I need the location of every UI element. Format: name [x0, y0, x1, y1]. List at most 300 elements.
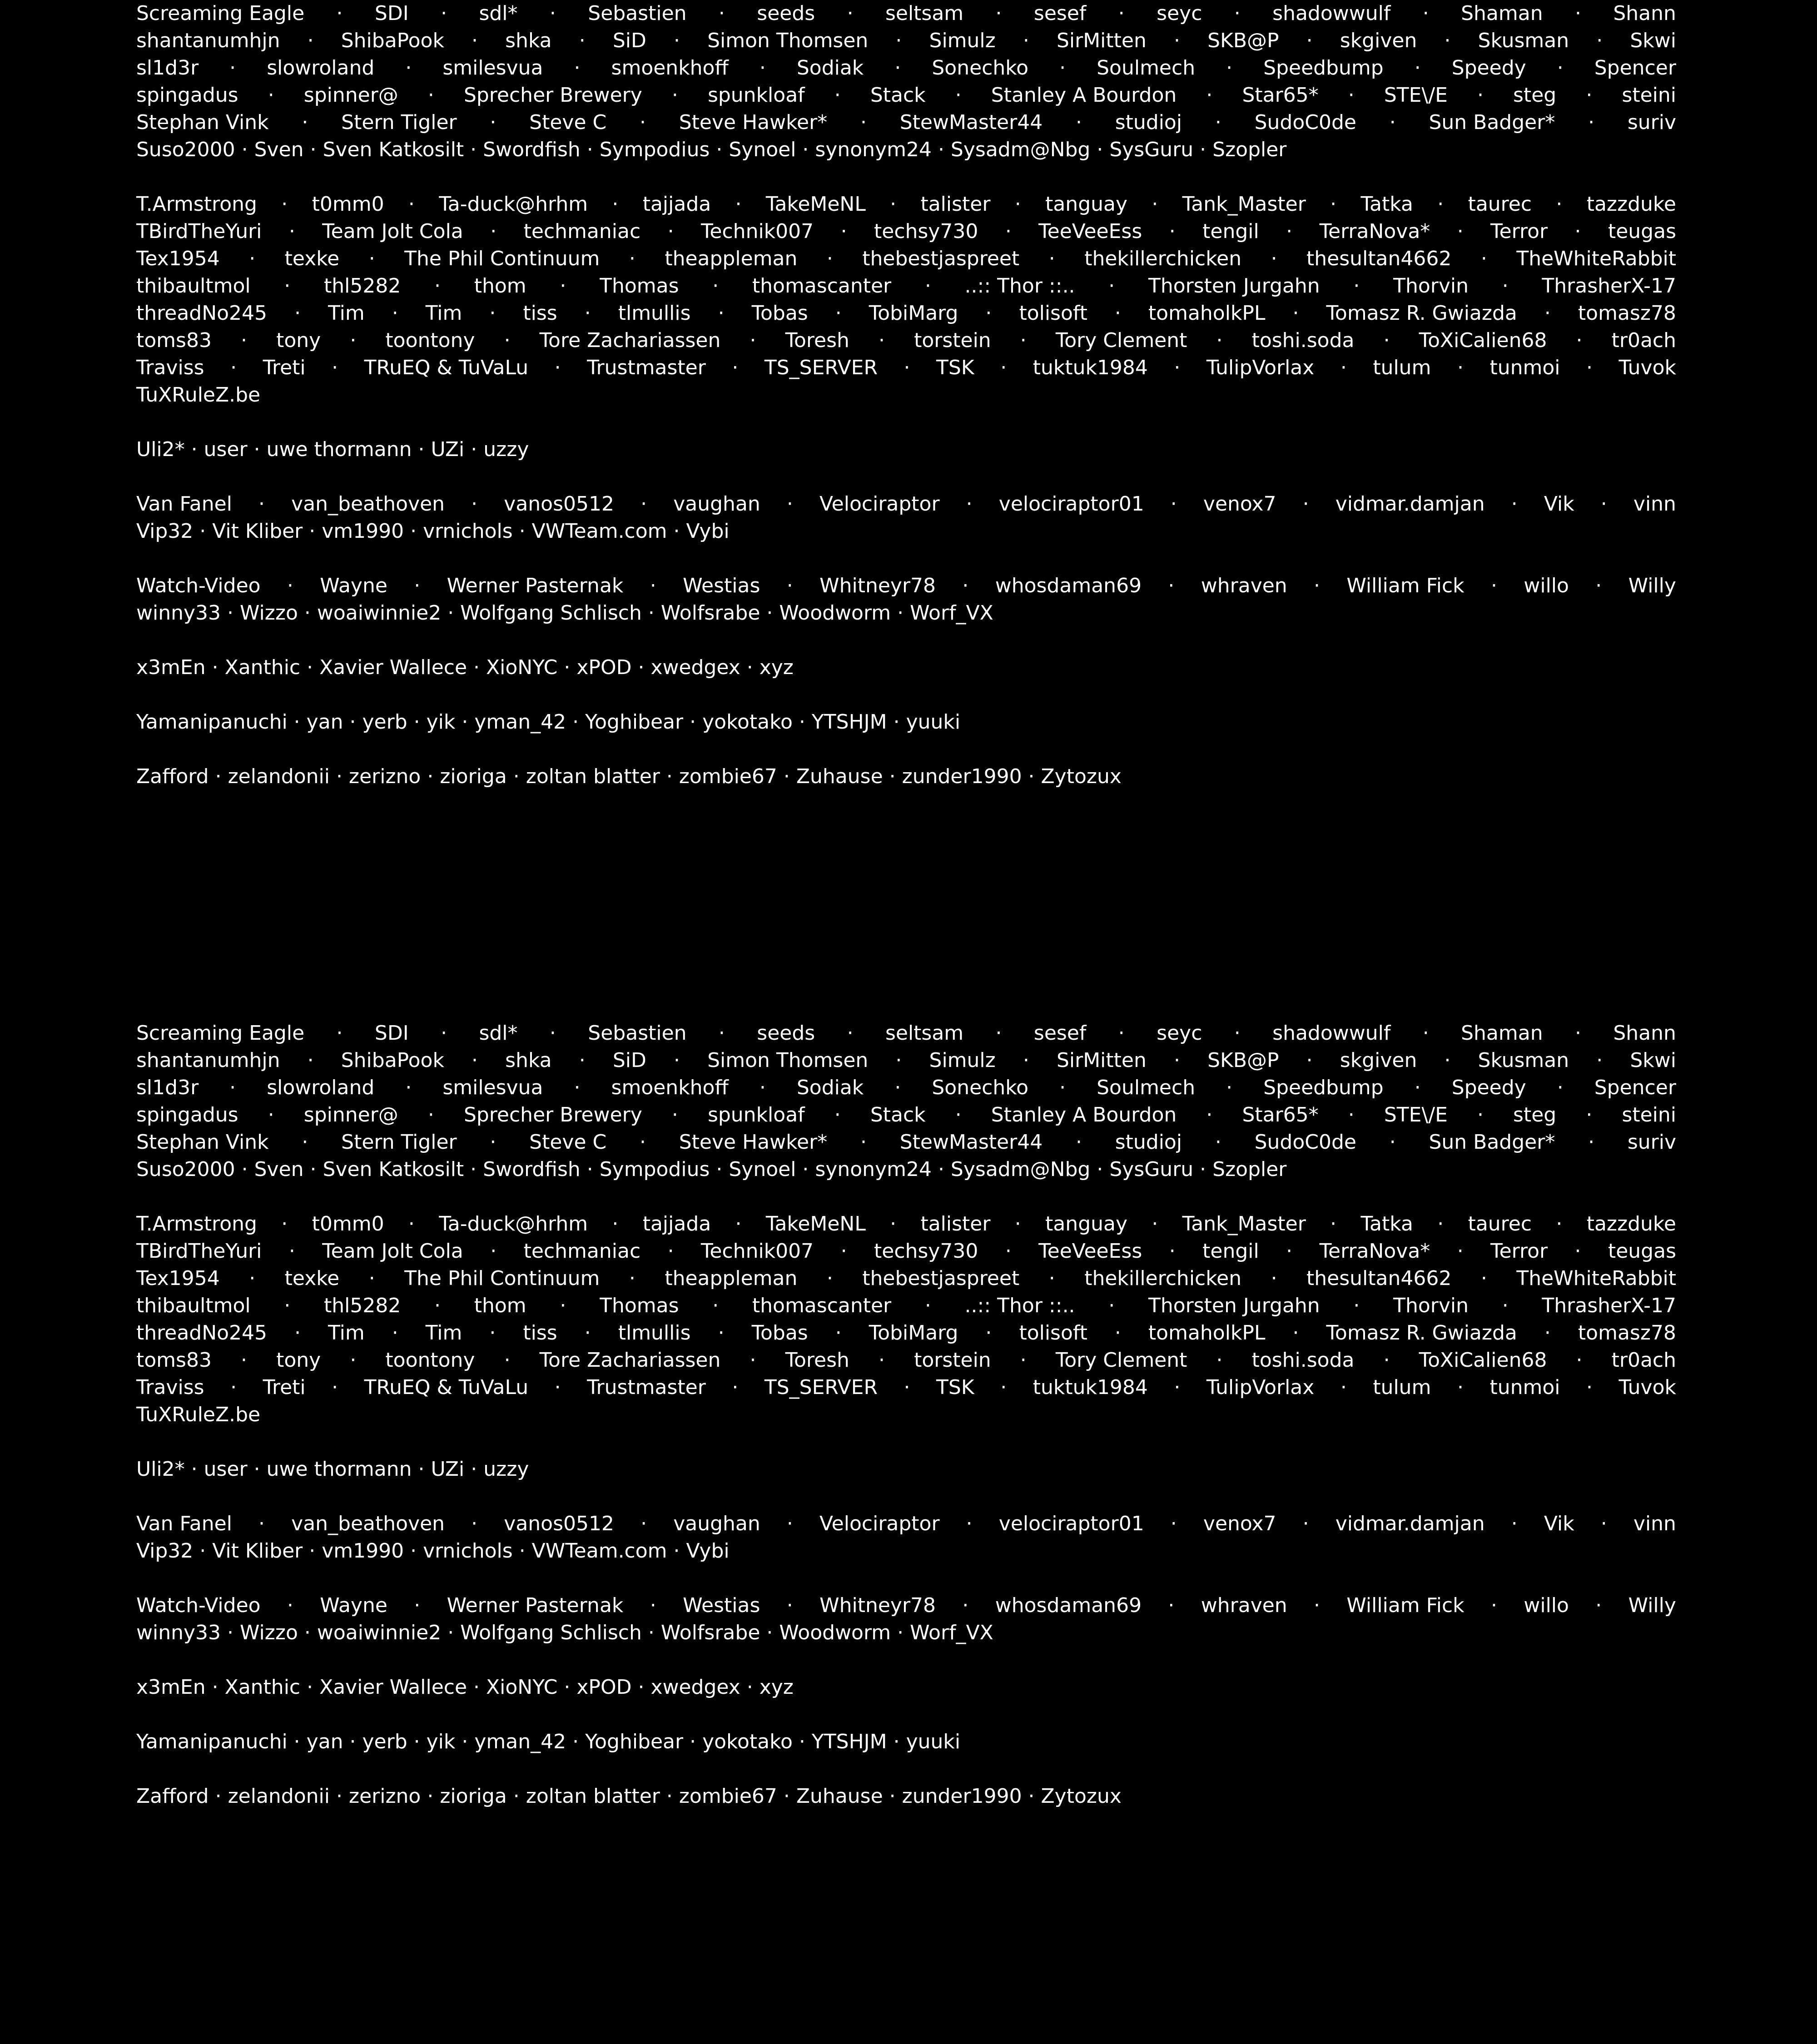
credits-name: vinn: [1633, 1512, 1676, 1535]
credits-name: TheWhiteRabbit: [1516, 247, 1676, 270]
credits-line: threadNo245 · Tim · Tim · tiss · tlmullis · Tobas · TobiMarg · tolisoft · tomaholkPL · Tomasz R. Gwiazda · tomasz78: [136, 300, 1676, 327]
credits-name: Stephan Vink: [136, 1131, 269, 1154]
credits-name: Wayne: [320, 574, 387, 597]
credits-name: Sympodius: [599, 138, 710, 161]
credits-name: TobiMarg: [869, 1321, 958, 1344]
credits-line: Yamanipanuchi · yan · yerb · yik · yman_42 · Yoghibear · yokotako · YTSHJM · yuuki: [136, 1728, 1676, 1756]
credits-line: thibaultmol · thl5282 · thom · Thomas · thomascanter · ..:: Thor ::.. · Thorsten Jurgahn · Thorvin · ThrasherX-17: [136, 273, 1676, 300]
credits-name: toshi.soda: [1251, 329, 1355, 352]
credits-name: x3mEn: [136, 656, 206, 679]
credits-paragraph-v: [136, 491, 1676, 545]
credits-name: thekillerchicken: [1084, 247, 1242, 270]
credits-name: seyc: [1157, 2, 1202, 25]
credits-name: willo: [1524, 1594, 1569, 1617]
credits-name: Terror: [1490, 220, 1548, 243]
credits-name: Tim: [328, 302, 365, 325]
credits-name: torstein: [914, 1349, 991, 1372]
credits-list: [136, 0, 1676, 790]
credits-name: Trustmaster: [587, 356, 706, 379]
credits-name: Zytozux: [1041, 765, 1122, 788]
credits-line: TBirdTheYuri · Team Jolt Cola · techmaniac · Technik007 · techsy730 · TeeVeeEss · tengil · TerraNova* · Terror · teugas: [136, 218, 1676, 245]
credits-name: Wolfgang Schlisch: [460, 601, 642, 625]
credits-name: Speedbump: [1263, 1076, 1384, 1099]
credits-name: Wolfsrabe: [660, 1621, 760, 1644]
credits-name: The Phil Continuum: [404, 1267, 600, 1290]
credits-name: woaiwinnie2: [317, 601, 442, 625]
credits-name: XioNYC: [486, 1676, 558, 1699]
credits-name: Skusman: [1478, 1049, 1569, 1072]
credits-name: tomasz78: [1578, 1321, 1676, 1344]
credits-name: suriv: [1627, 1131, 1676, 1154]
credits-name: Wolfsrabe: [660, 601, 760, 625]
credits-line: Screaming Eagle · SDI · sdl* · Sebastien · seeds · seltsam · sesef · seyc · shadowwulf · Shaman · Shann: [136, 0, 1676, 27]
credits-name: Synoel: [729, 138, 796, 161]
credits-name: Steve Hawker*: [679, 111, 828, 134]
credits-name: Screaming Eagle: [136, 1022, 305, 1045]
credits-name: TulipVorlax: [1206, 1376, 1315, 1399]
credits-name: t0mm0: [312, 1212, 384, 1235]
credits-name: taurec: [1468, 193, 1532, 216]
credits-name: SDI: [374, 1022, 409, 1045]
credits-name: Traviss: [136, 356, 204, 379]
credits-name: Wayne: [320, 1594, 387, 1617]
credits-line: [136, 1401, 1676, 1429]
credits-name: Xanthic: [224, 1676, 301, 1699]
credits-name: texke: [284, 1267, 340, 1290]
credits-name: zombie67: [679, 1785, 777, 1808]
credits-name: techmaniac: [523, 220, 641, 243]
credits-name: tuktuk1984: [1033, 356, 1148, 379]
credits-line: Suso2000 · Sven · Sven Katkosilt · Swordfish · Sympodius · Synoel · synonym24 · Sysadm@Nbg · SysGuru · Szopler: [136, 1156, 1676, 1183]
credits-name: vidmar.damjan: [1335, 492, 1485, 516]
credits-name: spunkloaf: [707, 1103, 805, 1126]
credits-name: venox7: [1203, 1512, 1276, 1535]
credits-name: TakeMeNL: [765, 193, 866, 216]
credits-name: studioj: [1115, 1131, 1182, 1154]
credits-name: smilesvua: [442, 56, 543, 79]
credits-name: Trustmaster: [587, 1376, 706, 1399]
credits-name: whosdaman69: [995, 574, 1142, 597]
credits-name: TBirdTheYuri: [136, 1240, 262, 1263]
credits-name: toms83: [136, 1349, 212, 1372]
credits-name: slowroland: [267, 1076, 375, 1099]
credits-name: Suso2000: [136, 138, 235, 161]
credits-name: SiD: [612, 1049, 646, 1072]
credits-name: seltsam: [885, 2, 964, 25]
credits-line: sl1d3r · slowroland · smilesvua · smoenkhoff · Sodiak · Sonechko · Soulmech · Speedbump · Speedy · Spencer: [136, 1074, 1676, 1101]
credits-name: tlmullis: [618, 302, 691, 325]
credits-name: Tim: [328, 1321, 365, 1344]
credits-line: x3mEn · Xanthic · Xavier Wallece · XioNYC · xPOD · xwedgex · xyz: [136, 1674, 1676, 1701]
credits-name: sl1d3r: [136, 56, 199, 79]
credits-name: zelandonii: [228, 1785, 330, 1808]
credits-name: Whitneyr78: [819, 574, 936, 597]
credits-name: theappleman: [665, 1267, 798, 1290]
credits-name: thebestjaspreet: [862, 247, 1020, 270]
credits-name: techmaniac: [523, 1240, 641, 1263]
credits-name: Vit Kliber: [212, 520, 303, 543]
credits-name: Sodiak: [796, 1076, 864, 1099]
credits-name: TerraNova*: [1319, 1240, 1430, 1263]
credits-name: shadowwulf: [1272, 2, 1391, 25]
credits-name: whraven: [1201, 1594, 1287, 1617]
credits-name: SKB@P: [1207, 29, 1279, 52]
credits-name: steg: [1513, 84, 1557, 107]
credits-name: Stephan Vink: [136, 111, 269, 134]
credits-name: Simulz: [929, 29, 996, 52]
credits-name: TuXRuleZ.be: [136, 1403, 261, 1426]
credits-name: TS_SERVER: [764, 356, 878, 379]
credits-paragraph-w: [136, 572, 1676, 627]
credits-line: Van Fanel · van_beathoven · vanos0512 · vaughan · Velociraptor · velociraptor01 · venox7 · vidmar.damjan · Vik · vinn: [136, 491, 1676, 518]
credits-name: Speedy: [1451, 1076, 1526, 1099]
credits-name: yik: [426, 710, 456, 734]
credits-name: Wizzo: [239, 1621, 298, 1644]
credits-name: woaiwinnie2: [317, 1621, 442, 1644]
credits-name: tanguay: [1045, 193, 1128, 216]
credits-name: thl5282: [324, 274, 401, 298]
credits-name: Worf_VX: [910, 1621, 993, 1644]
credits-name: Van Fanel: [136, 1512, 232, 1535]
credits-name: Swordfish: [483, 1158, 581, 1181]
credits-name: Tory Clement: [1055, 329, 1187, 352]
credits-name: whosdaman69: [995, 1594, 1142, 1617]
credits-name: thomascanter: [752, 1294, 892, 1317]
credits-name: yman_42: [474, 1730, 566, 1753]
credits-name: Sprecher Brewery: [463, 1103, 642, 1126]
credits-name: Westias: [683, 574, 760, 597]
credits-name: ThrasherX-17: [1542, 1294, 1677, 1317]
credits-name: Sodiak: [796, 56, 864, 79]
credits-line: Zafford · zelandonii · zerizno · zioriga · zoltan blatter · zombie67 · Zuhause · zunder1990 · Zytozux: [136, 1783, 1676, 1810]
credits-name: Tank_Master: [1182, 193, 1306, 216]
credits-name: studioj: [1115, 111, 1182, 134]
credits-name: Zytozux: [1041, 1785, 1122, 1808]
credits-paragraph-s: [136, 0, 1676, 164]
credits-name: Van Fanel: [136, 492, 232, 516]
credits-name: tengil: [1202, 1240, 1259, 1263]
credits-name: yan: [306, 1730, 343, 1753]
credits-name: yan: [306, 710, 343, 734]
credits-name: Thomas: [600, 274, 679, 298]
credits-name: Sysadm@Nbg: [950, 1158, 1091, 1181]
credits-name: TulipVorlax: [1206, 356, 1315, 379]
credits-name: tolisoft: [1019, 302, 1087, 325]
credits-name: tazzduke: [1586, 193, 1676, 216]
credits-name: Skusman: [1478, 29, 1569, 52]
credits-name: Simon Thomsen: [707, 1049, 869, 1072]
credits-name: van_beathoven: [291, 1512, 445, 1535]
credits-name: venox7: [1203, 492, 1276, 516]
credits-name: Vit Kliber: [212, 1539, 303, 1563]
credits-name: SudoC0de: [1254, 1131, 1356, 1154]
credits-name: spinner@: [303, 1103, 398, 1126]
credits-name: Sven: [254, 1158, 304, 1181]
credits-name: tomaholkPL: [1148, 1321, 1266, 1344]
credits-name: Shann: [1613, 1022, 1676, 1045]
credits-line: Traviss · Treti · TRuEQ & TuVaLu · Trustmaster · TS_SERVER · TSK · tuktuk1984 · TulipVorlax · tulum · tunmoi · Tuvok: [136, 1374, 1676, 1401]
credits-name: Tore Zachariassen: [539, 1349, 721, 1372]
credits-name: seltsam: [885, 1022, 964, 1045]
credits-name: TRuEQ & TuVaLu: [364, 356, 529, 379]
credits-name: Simulz: [929, 1049, 996, 1072]
credits-name: Willy: [1628, 574, 1676, 597]
credits-name: threadNo245: [136, 302, 268, 325]
credits-line: toms83 · tony · toontony · Tore Zachariassen · Toresh · torstein · Tory Clement · toshi.soda · ToXiCalien68 · tr0ach: [136, 327, 1676, 354]
credits-name: Soulmech: [1097, 56, 1196, 79]
credits-line: shantanumhjn · ShibaPook · shka · SiD · Simon Thomsen · Simulz · SirMitten · SKB@P · skgiven · Skusman · Skwi: [136, 1047, 1676, 1074]
credits-name: yuuki: [906, 1730, 961, 1753]
credits-name: sl1d3r: [136, 1076, 199, 1099]
credits-name: Stern Tigler: [341, 111, 457, 134]
credits-name: Tex1954: [136, 1267, 220, 1290]
credits-name: Sebastien: [588, 1022, 687, 1045]
credits-line: Traviss · Treti · TRuEQ & TuVaLu · Trustmaster · TS_SERVER · TSK · tuktuk1984 · TulipVorlax · tulum · tunmoi · Tuvok: [136, 354, 1676, 382]
credits-name: seeds: [757, 2, 815, 25]
credits-name: tulum: [1373, 356, 1431, 379]
credits-name: SudoC0de: [1254, 111, 1356, 134]
credits-name: steini: [1622, 84, 1676, 107]
credits-name: Wolfgang Schlisch: [460, 1621, 642, 1644]
credits-line: Screaming Eagle · SDI · sdl* · Sebastien · seeds · seltsam · sesef · seyc · shadowwulf · Shaman · Shann: [136, 1020, 1676, 1047]
credits-name: Thorvin: [1393, 274, 1469, 298]
credits-line: Zafford · zelandonii · zerizno · zioriga · zoltan blatter · zombie67 · Zuhause · zunder1990 · Zytozux: [136, 763, 1676, 790]
credits-name: shantanumhjn: [136, 29, 280, 52]
credits-name: shka: [505, 29, 552, 52]
credits-name: Sven Katkosilt: [323, 138, 464, 161]
credits-paragraph-w: [136, 1592, 1676, 1647]
credits-name: SysGuru: [1109, 138, 1194, 161]
credits-name: sesef: [1033, 2, 1087, 25]
credits-paragraph-y: [136, 1728, 1676, 1756]
credits-name: techsy730: [874, 220, 978, 243]
credits-name: Sysadm@Nbg: [950, 138, 1091, 161]
credits-name: sdl*: [479, 2, 518, 25]
credits-name: vrnichols: [423, 520, 513, 543]
credits-name: Vybi: [686, 520, 730, 543]
credits-name: T.Armstrong: [136, 193, 257, 216]
credits-name: winny33: [136, 1621, 221, 1644]
credits-name: tony: [276, 329, 321, 352]
credits-name: spinner@: [303, 84, 398, 107]
credits-name: toms83: [136, 329, 212, 352]
credits-name: user: [204, 1458, 248, 1481]
credits-name: TSK: [936, 1376, 974, 1399]
credits-name: SiD: [612, 29, 646, 52]
credits-name: SDI: [374, 2, 409, 25]
credits-name: Sprecher Brewery: [463, 84, 642, 107]
credits-paragraph-t: [136, 191, 1676, 409]
credits-name: Willy: [1628, 1594, 1676, 1617]
credits-paragraph-x: [136, 654, 1676, 681]
credits-paragraph-t: [136, 1211, 1676, 1429]
credits-name: thekillerchicken: [1084, 1267, 1242, 1290]
credits-name: teugas: [1608, 1240, 1676, 1263]
credits-name: thibaultmol: [136, 274, 251, 298]
credits-name: Shaman: [1461, 1022, 1543, 1045]
credits-name: StewMaster44: [899, 111, 1043, 134]
credits-name: XioNYC: [486, 656, 558, 679]
credits-line: thibaultmol · thl5282 · thom · Thomas · thomascanter · ..:: Thor ::.. · Thorsten Jurgahn · Thorvin · ThrasherX-17: [136, 1292, 1676, 1320]
credits-name: Speedbump: [1263, 56, 1384, 79]
credits-name: user: [204, 438, 248, 461]
credits-name: Velociraptor: [819, 1512, 940, 1535]
credits-name: Swordfish: [483, 138, 581, 161]
credits-name: Stern Tigler: [341, 1131, 457, 1154]
credits-name: thesultan4662: [1306, 247, 1452, 270]
credits-name: talister: [920, 1212, 991, 1235]
credits-name: Stanley A Bourdon: [991, 1103, 1177, 1126]
credits-name: VWTeam.com: [531, 1539, 667, 1563]
credits-name: thesultan4662: [1306, 1267, 1452, 1290]
credits-name: SKB@P: [1207, 1049, 1279, 1072]
credits-name: YTSHJM: [811, 1730, 887, 1753]
credits-name: Speedy: [1451, 56, 1526, 79]
credits-name: Vik: [1544, 1512, 1574, 1535]
credits-name: zoltan blatter: [526, 765, 660, 788]
credits-line: Watch-Video · Wayne · Werner Pasternak · Westias · Whitneyr78 · whosdaman69 · whraven · William Fick · willo · Willy: [136, 572, 1676, 600]
credits-name: spingadus: [136, 1103, 238, 1126]
credits-name: Vip32: [136, 1539, 194, 1563]
credits-line: Van Fanel · van_beathoven · vanos0512 · vaughan · Velociraptor · velociraptor01 · venox7 · vidmar.damjan · Vik · vinn: [136, 1510, 1676, 1538]
credits-name: William Fick: [1346, 1594, 1465, 1617]
credits-name: Treti: [263, 1376, 306, 1399]
credits-name: velociraptor01: [998, 1512, 1144, 1535]
credits-name: tulum: [1373, 1376, 1431, 1399]
credits-paragraph-z: [136, 1783, 1676, 1810]
credits-name: Xavier Wallece: [319, 1676, 467, 1699]
credits-name: Simon Thomsen: [707, 29, 869, 52]
credits-name: Technik007: [701, 220, 814, 243]
credits-name: Sonechko: [932, 56, 1029, 79]
credits-name: zerizno: [348, 1785, 421, 1808]
credits-name: yerb: [362, 710, 407, 734]
credits-name: Tank_Master: [1182, 1212, 1306, 1235]
credits-name: theappleman: [665, 247, 798, 270]
credits-line: sl1d3r · slowroland · smilesvua · smoenkhoff · Sodiak · Sonechko · Soulmech · Speedbump · Speedy · Spencer: [136, 55, 1676, 82]
credits-line: Tex1954 · texke · The Phil Continuum · theappleman · thebestjaspreet · thekillerchicken · thesultan4662 · TheWhiteRabbit: [136, 245, 1676, 273]
credits-name: synonym24: [815, 1158, 932, 1181]
credits-line: shantanumhjn · ShibaPook · shka · SiD · Simon Thomsen · Simulz · SirMitten · SKB@P · skgiven · Skusman · Skwi: [136, 27, 1676, 55]
credits-name: seeds: [757, 1022, 815, 1045]
credits-name: Traviss: [136, 1376, 204, 1399]
credits-name: SirMitten: [1056, 29, 1147, 52]
credits-line: Suso2000 · Sven · Sven Katkosilt · Swordfish · Sympodius · Synoel · synonym24 · Sysadm@Nbg · SysGuru · Szopler: [136, 136, 1676, 164]
credits-name: vm1990: [322, 1539, 404, 1563]
credits-name: Stack: [870, 1103, 926, 1126]
credits-name: uzzy: [483, 438, 529, 461]
credits-name: tengil: [1202, 220, 1259, 243]
credits-name: Shann: [1613, 2, 1676, 25]
credits-name: toontony: [385, 1349, 475, 1372]
credits-name: sesef: [1033, 1022, 1087, 1045]
credits-name: Szopler: [1212, 1158, 1287, 1181]
credits-name: Thomas: [600, 1294, 679, 1317]
credits-name: Velociraptor: [819, 492, 940, 516]
credits-name: thl5282: [324, 1294, 401, 1317]
credits-name: ..:: Thor ::..: [964, 1294, 1075, 1317]
credits-name: Steve Hawker*: [679, 1131, 828, 1154]
credits-name: Sun Badger*: [1429, 111, 1555, 134]
credits-line: Vip32 · Vit Kliber · vm1990 · vrnichols · VWTeam.com · Vybi: [136, 518, 1676, 545]
credits-name: Ta-duck@hrhm: [439, 1212, 588, 1235]
credits-name: VWTeam.com: [531, 520, 667, 543]
credits-name: zombie67: [679, 765, 777, 788]
credits-line: x3mEn · Xanthic · Xavier Wallece · XioNYC · xPOD · xwedgex · xyz: [136, 654, 1676, 681]
credits-name: seyc: [1157, 1022, 1202, 1045]
credits-name: Yoghibear: [585, 710, 684, 734]
credits-name: Steve C: [529, 111, 607, 134]
credits-name: Tatka: [1360, 193, 1413, 216]
credits-name: thom: [474, 274, 526, 298]
credits-name: Stanley A Bourdon: [991, 84, 1177, 107]
credits-name: TheWhiteRabbit: [1516, 1267, 1676, 1290]
credits-name: Zafford: [136, 765, 209, 788]
credits-name: Xanthic: [224, 656, 301, 679]
credits-name: texke: [284, 247, 340, 270]
credits-name: shka: [505, 1049, 552, 1072]
credits-name: tr0ach: [1611, 1349, 1677, 1372]
credits-name: Zuhause: [796, 765, 883, 788]
credits-name: Skwi: [1630, 29, 1676, 52]
credits-name: Watch-Video: [136, 1594, 261, 1617]
credits-name: zioriga: [440, 1785, 507, 1808]
credits-line: Vip32 · Vit Kliber · vm1990 · vrnichols · VWTeam.com · Vybi: [136, 1538, 1676, 1565]
credits-paragraph-z: [136, 763, 1676, 790]
credits-name: vm1990: [322, 520, 404, 543]
credits-name: tiss: [523, 1321, 557, 1344]
credits-name: Sven Katkosilt: [323, 1158, 464, 1181]
credits-name: zunder1990: [902, 1785, 1022, 1808]
credits-name: Stack: [870, 84, 926, 107]
credits-name: Thorvin: [1393, 1294, 1469, 1317]
credits-name: Yoghibear: [585, 1730, 684, 1753]
credits-name: tazzduke: [1586, 1212, 1676, 1235]
credits-name: Tore Zachariassen: [539, 329, 721, 352]
credits-name: tolisoft: [1019, 1321, 1087, 1344]
credits-name: zelandonii: [228, 765, 330, 788]
credits-name: tony: [276, 1349, 321, 1372]
credits-name: winny33: [136, 601, 221, 625]
credits-name: Screaming Eagle: [136, 2, 305, 25]
credits-line: TBirdTheYuri · Team Jolt Cola · techmaniac · Technik007 · techsy730 · TeeVeeEss · tengil · TerraNova* · Terror · teugas: [136, 1238, 1676, 1265]
credits-name: xPOD: [576, 656, 632, 679]
credits-line: threadNo245 · Tim · Tim · tiss · tlmullis · Tobas · TobiMarg · tolisoft · tomaholkPL · Tomasz R. Gwiazda · tomasz78: [136, 1320, 1676, 1347]
credits-name: Whitneyr78: [819, 1594, 936, 1617]
credits-line: Uli2* · user · uwe thormann · UZi · uzzy: [136, 436, 1676, 463]
credits-line: Watch-Video · Wayne · Werner Pasternak · Westias · Whitneyr78 · whosdaman69 · whraven · William Fick · willo · Willy: [136, 1592, 1676, 1619]
credits-paragraph-s: [136, 1020, 1676, 1183]
credits-name: toontony: [385, 329, 475, 352]
credits-name: Skwi: [1630, 1049, 1676, 1072]
credits-name: taurec: [1468, 1212, 1532, 1235]
credits-name: vaughan: [673, 492, 760, 516]
credits-name: x3mEn: [136, 1676, 206, 1699]
credits-name: talister: [920, 193, 991, 216]
credits-name: STE\/E: [1384, 84, 1448, 107]
credits-name: Suso2000: [136, 1158, 235, 1181]
credits-name: shantanumhjn: [136, 1049, 280, 1072]
credits-name: xwedgex: [650, 1676, 740, 1699]
credits-name: velociraptor01: [998, 492, 1144, 516]
credits-name: smoenkhoff: [611, 56, 729, 79]
credits-name: StewMaster44: [899, 1131, 1043, 1154]
credits-name: Team Jolt Cola: [322, 220, 463, 243]
credits-name: William Fick: [1346, 574, 1465, 597]
credits-name: The Phil Continuum: [404, 247, 600, 270]
credits-name: willo: [1524, 574, 1569, 597]
credits-name: Synoel: [729, 1158, 796, 1181]
